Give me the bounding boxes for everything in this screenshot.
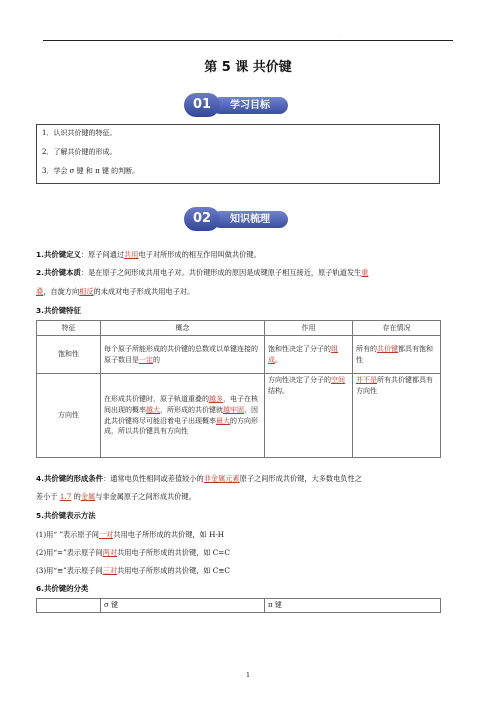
section-label: 知识梳理 [230, 214, 270, 225]
text: (2)用“=”表示原子间 [36, 548, 103, 557]
text: 的 [153, 355, 160, 364]
header-cell: 作用 [265, 321, 353, 336]
paragraph-lead: 1.共价键定义 [36, 250, 81, 259]
text: 饱和性决定了分子的 [268, 344, 331, 353]
exist-cell [353, 336, 441, 374]
page-number: 1 [246, 672, 250, 679]
notation-line [36, 530, 224, 539]
header-cell: σ 键 [101, 599, 265, 613]
answer-blank: 三对 [102, 566, 118, 575]
answer-blank: 最大 [216, 416, 230, 425]
paragraph-lead: 2.共价键本质 [36, 268, 81, 277]
answer-blank: 一对 [98, 530, 114, 539]
header-cell: π 键 [265, 599, 441, 613]
section-number: 01 [192, 97, 212, 112]
answer-blank: 并不是 [356, 376, 377, 384]
section-number: 02 [192, 211, 212, 226]
answer-blank: 组成 [268, 344, 338, 364]
text: (1)用“ ”表示原子间 [36, 530, 99, 539]
feature-cell: 方向性 [37, 374, 101, 458]
text: 共用电子所形成的共价键，如 C=C [117, 548, 230, 557]
section-pill [212, 97, 288, 114]
answer-blank: 重 [361, 268, 369, 277]
page-title: 第 5 课 共价键 [204, 60, 292, 75]
text: ：是在原子之间形成共用电子对。共价键形成的原因是成键原子相互接近，原子轨道发生 [80, 268, 362, 277]
text: 差小于 [36, 492, 60, 501]
table-row [37, 336, 441, 374]
text: 结构。 [268, 386, 289, 395]
text: 方向性决定了分子的 [268, 376, 331, 384]
paragraph-essence [36, 268, 446, 277]
header-cell: 存在情况 [353, 321, 441, 336]
answer-blank: 相反 [79, 287, 94, 296]
text: 的方向形成，所以共价键具有方向性 [104, 416, 258, 436]
answer-blank: 越大 [146, 405, 160, 414]
header-rule [43, 40, 453, 41]
role-cell [265, 374, 353, 458]
feature-cell: 饱和性 [37, 336, 101, 374]
section-banner-knowledge [184, 207, 294, 231]
answer-blank: 空间 [331, 376, 345, 384]
answer-blank: 非金属元素 [203, 474, 240, 483]
notation-line [36, 548, 230, 557]
header-cell: 概念 [101, 321, 265, 336]
section-heading: 3.共价键特征 [36, 306, 81, 315]
goal-item: 3．学会 σ 键 和 π 键 的判断。 [42, 167, 140, 175]
answer-blank: 越多 [209, 394, 223, 403]
goal-item: 2．了解共价键的形成。 [42, 148, 117, 156]
header-cell [37, 599, 101, 613]
text: 与非金属原子之间形成共价键。 [95, 492, 196, 501]
answer-blank: 两对 [102, 548, 118, 557]
goal-item: 1．认识共价键的特征。 [42, 129, 117, 137]
paragraph-conditions [36, 474, 446, 483]
section-pill [212, 211, 288, 228]
exist-cell [353, 374, 441, 458]
answer-blank: 共用 [124, 250, 139, 259]
text: ，电子在核间出现的概率 [104, 394, 258, 414]
paragraph-definition [36, 250, 261, 259]
feature-table [36, 320, 441, 458]
answer-blank: 越牢固 [223, 405, 244, 414]
concept-cell [101, 374, 265, 458]
paragraph-essence-line2 [36, 287, 194, 296]
text: 在形成共价键时，原子轨道重叠的 [104, 394, 209, 403]
section-heading: 6.共价键的分类 [36, 584, 89, 593]
table-row [37, 374, 441, 458]
text: (3)用“≡”表示原子间 [36, 566, 103, 575]
answer-blank: 金属 [80, 492, 96, 501]
answer-blank: 一定 [139, 355, 153, 364]
answer-blank: 1.7 [59, 492, 72, 501]
text: 所有的 [356, 344, 377, 353]
text: 电子对所形成的相互作用叫做共价键。 [138, 250, 261, 259]
text: 的未成对电子形成共用电子对。 [93, 287, 195, 296]
table-header-row [37, 321, 441, 336]
goals-box [36, 124, 440, 184]
text: ：原子间通过 [80, 250, 125, 259]
section-label: 学习目标 [230, 100, 270, 111]
concept-cell [101, 336, 265, 374]
section-banner-goals [184, 93, 294, 117]
text: 共用电子所形成的共价键，如 C≡C [117, 566, 230, 575]
notation-line [36, 566, 230, 575]
classification-table [36, 598, 441, 613]
text: ：通常电负性相同或差值较小的 [103, 474, 204, 483]
text: 。 [275, 355, 282, 364]
paragraph-conditions-line2 [36, 492, 196, 501]
text: 的 [71, 492, 81, 501]
header-cell: 特征 [37, 321, 101, 336]
text: ，所形成的共价键就 [160, 405, 223, 414]
table-header-row [37, 599, 441, 613]
text: ，因此共价键将尽可能沿着电子出现概率 [104, 405, 258, 425]
text: 所有共价键都具有方向性 [356, 376, 433, 395]
answer-blank: 共价键 [377, 344, 398, 353]
text: 每个原子所能形成的共价键的总数或以单键连接的原子数目是 [104, 344, 258, 364]
answer-blank: 叠 [36, 287, 44, 296]
section-heading: 5.共价键表示方法 [36, 511, 96, 520]
role-cell [265, 336, 353, 374]
text: ，自旋方向 [43, 287, 80, 296]
paragraph-lead: 4.共价键的形成条件 [36, 474, 104, 483]
header-mark: · [338, 34, 340, 40]
text: 都具有饱和性 [356, 344, 433, 364]
text: 共用电子所形成的共价键，如 H-H [113, 530, 225, 539]
text: 原子之间形成共价键，大多数电负性之 [239, 474, 362, 483]
